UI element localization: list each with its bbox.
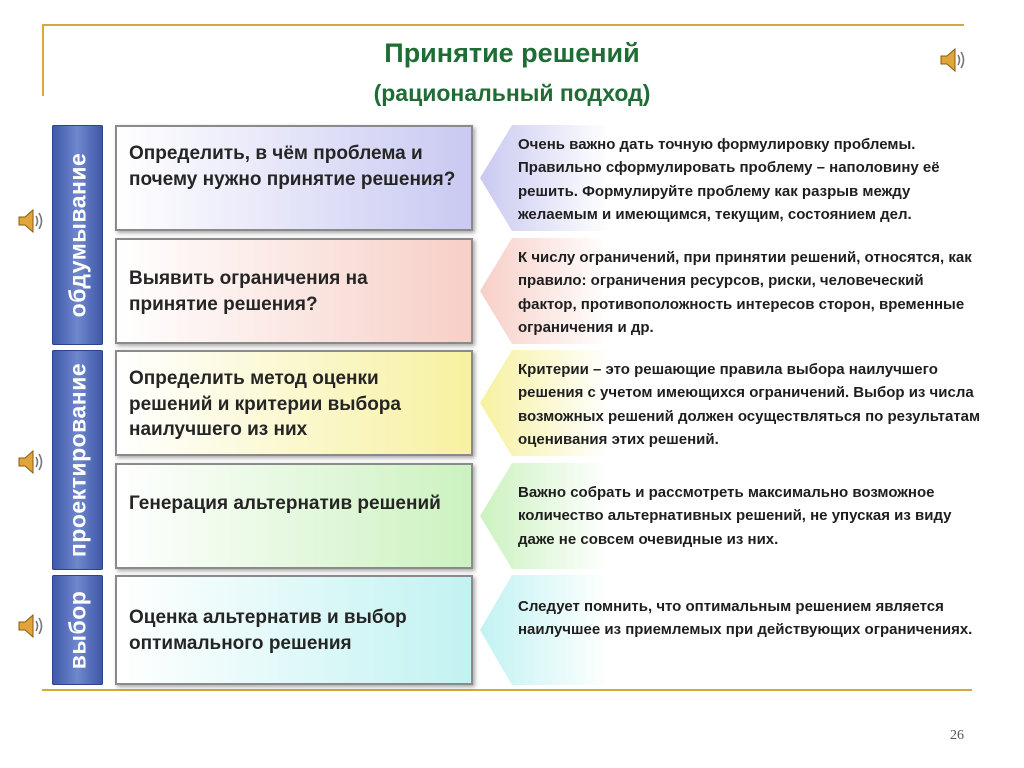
page-number: 26 [950,728,964,743]
phase-label: обдумывание [64,152,90,318]
step-box [115,463,473,569]
step-text: Определить, в чём проблема и почему нужно принятие решения? [129,143,456,190]
speaker-icon[interactable] [16,448,46,476]
phase-label: выбор [64,590,90,670]
phase-design [52,350,103,570]
speaker-icon[interactable] [16,207,46,235]
note-callout [480,463,995,569]
note-callout [480,575,995,685]
note-callout [480,125,995,231]
note-text: К числу ограничений, при принятии решений, относятся, как правило: ограничения ресурсов, риски, человеческий фактор, противоположность интересов сторон, временные ограничения и др. [518,249,972,336]
step-box [115,350,473,456]
speaker-icon[interactable] [16,612,46,640]
note-text: Критерии – это решающие правила выбора наилучшего решения с учетом имеющихся ограничений. Выбор из числа возможных решений должен осуществляться по результатам оценивания этих решений. [518,361,981,448]
bottom-rule [42,689,972,691]
note-text: Следует помнить, что оптимальным решением является наилучшее из приемлемых при действующих ограничениях. [518,598,973,639]
step-text: Выявить ограничения на принятие решения? [129,268,368,315]
note-callout [480,350,995,456]
phase-label: проектирование [64,362,90,558]
step-text: Оценка альтернатив и выбор оптимального решения [129,607,407,654]
note-callout [480,238,995,344]
phase-thinking [52,125,103,345]
page-subtitle: (рациональный подход) [373,80,651,106]
step-box [115,125,473,231]
note-text: Важно собрать и рассмотреть максимально возможное количество альтернативных решений, не упуская из виду даже не совсем очевидные из них. [518,484,952,548]
phase-choice [52,575,103,685]
step-box [115,575,473,685]
step-text: Генерация альтернатив решений [129,493,441,514]
step-text: Определить метод оценки решений и критерии выбора наилучшего из них [129,368,401,441]
top-rule [42,24,964,26]
note-text: Очень важно дать точную формулировку проблемы. Правильно сформулировать проблему – наполовину её решить. Формулируйте проблему как разрыв между желаемым и имеющимся, текущим, состоянием дел. [518,136,940,223]
speaker-icon[interactable] [938,46,968,74]
step-box [115,238,473,344]
page-title: Принятие решений [384,38,640,68]
